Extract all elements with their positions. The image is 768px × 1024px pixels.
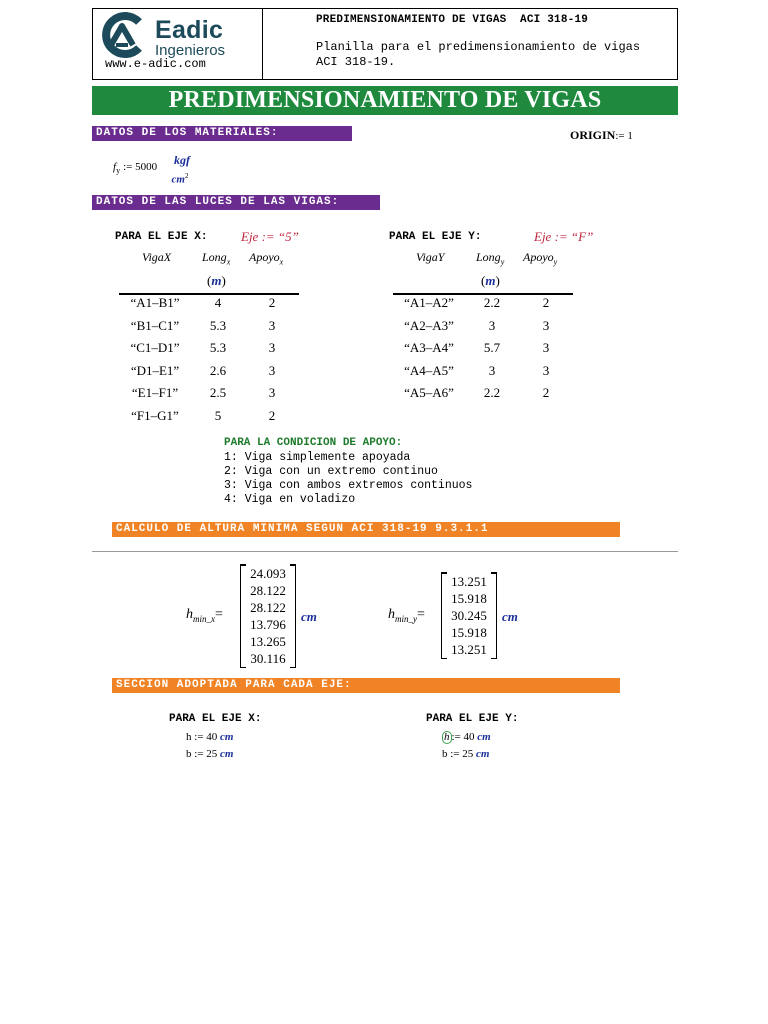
support-condition-list <box>224 451 472 507</box>
table-x-cell: “D1–E1” <box>130 362 180 378</box>
hmin-y-unit: cm <box>502 609 518 624</box>
section-adopted-heading: SECCION ADOPTADA PARA CADA EJE: <box>112 678 620 693</box>
table-x-cell: “A1–B1” <box>130 295 180 311</box>
hmin-x-value: 13.796 <box>250 617 286 632</box>
matrix-bracket-tick <box>491 572 496 574</box>
section-y-b: b := 25 cm <box>442 748 490 760</box>
hmin-x-value: 30.116 <box>250 651 286 666</box>
table-x-cell: “C1–D1” <box>130 340 180 356</box>
hmin-x-value: 28.122 <box>250 583 286 598</box>
section-materials-heading: DATOS DE LOS MATERIALES: <box>92 126 352 141</box>
table-y-cell: “A3–A4” <box>404 340 454 356</box>
table-y-cell: “A2–A3” <box>404 317 454 333</box>
table-y-cell: 2.2 <box>483 385 501 401</box>
table-x-cell: 2 <box>268 407 276 423</box>
table-x-cell: 3 <box>268 340 276 356</box>
hmin-x-label: $h_{min\_x}=$ <box>186 607 223 624</box>
matrix-bracket-tick <box>442 572 447 574</box>
table-x-cell: 3 <box>268 385 276 401</box>
website-link[interactable]: www.e-adic.com <box>105 57 206 71</box>
axis-x-eje-expression: Eje := “5” <box>241 229 299 244</box>
table-y-cell: 2 <box>542 385 550 401</box>
fy-unit-numerator: kgf <box>174 153 190 167</box>
hmin-x-matrix <box>240 564 296 668</box>
hmin-y-value: 15.918 <box>451 591 487 606</box>
table-x-cell: 4 <box>214 295 222 311</box>
fy-symbol: f <box>113 161 117 173</box>
table-y-cell: 3 <box>488 317 496 333</box>
main-banner: PREDIMENSIONAMIENTO DE VIGAS <box>92 86 678 115</box>
table-y-cell: 2 <box>542 295 550 311</box>
eadic-logo-icon <box>99 12 145 58</box>
axis-x-label: PARA EL EJE X: <box>115 231 208 243</box>
document-description: Planilla para el predimensionamiento de vigas ACI 318-19. <box>316 40 641 69</box>
hmin-x-unit: cm <box>301 609 317 624</box>
table-x-cell: 3 <box>268 317 276 333</box>
section-y-h-symbol[interactable]: h <box>444 731 450 743</box>
matrix-bracket-tick <box>442 658 447 660</box>
table-y-cell: 5.7 <box>483 340 501 356</box>
table-y-cell: “A4–A5” <box>404 362 454 378</box>
section-y-label: PARA EL EJE Y: <box>426 713 519 725</box>
table-x-row <box>119 360 299 383</box>
table-y-cell: 3 <box>542 317 550 333</box>
table-x-row <box>119 337 299 360</box>
matrix-bracket-tick <box>491 658 496 660</box>
header-divider <box>262 8 263 80</box>
table-x-row <box>119 292 299 315</box>
table-y-row <box>393 337 573 360</box>
brand-subtitle: Ingenieros <box>155 42 226 59</box>
axis-y-eje-expression: Eje := “F” <box>534 229 594 244</box>
support-condition-item: 3: Viga con ambos extremos continuos <box>224 479 473 492</box>
fy-unit-denominator: $cm^2$ <box>171 172 189 186</box>
section-y-h[interactable]: h := 40 cm <box>444 731 491 743</box>
hmin-y-value: 15.918 <box>451 625 487 640</box>
hmin-x-value: 24.093 <box>250 566 286 581</box>
table-x-cell: 2 <box>268 295 276 311</box>
origin-value: := 1 <box>615 130 633 142</box>
table-x-cell: “B1–C1” <box>130 317 180 333</box>
col-apoyoy: Apoyo$_y$ <box>523 250 558 267</box>
col-vigax: VigaX <box>142 250 172 264</box>
matrix-bracket-tick <box>241 667 246 669</box>
table-x <box>119 292 299 427</box>
section-x-h: h := 40 cm <box>186 731 234 743</box>
matrix-bracket-tick <box>241 564 246 566</box>
fy-subscript: y <box>116 166 121 176</box>
table-y-row <box>393 292 573 315</box>
origin-label: ORIGIN <box>570 128 616 142</box>
table-y-cell: 3 <box>488 362 496 378</box>
col-longx: Long$_x$ <box>202 250 231 267</box>
hmin-y-value: 13.251 <box>451 642 487 657</box>
unit-m-x: (m) <box>207 273 226 288</box>
table-y-row <box>393 315 573 338</box>
brand-name: Eadic <box>155 16 224 44</box>
section-x-label: PARA EL EJE X: <box>169 713 262 725</box>
table-y-cell: 3 <box>542 340 550 356</box>
table-y-row <box>393 360 573 383</box>
table-x-cell: 5.3 <box>209 340 227 356</box>
unit-m-y: (m) <box>481 273 500 288</box>
table-y-cell: 2.2 <box>483 295 501 311</box>
fy-definition <box>113 160 157 178</box>
table-x-cell: 3 <box>268 362 276 378</box>
col-longy: Long$_y$ <box>476 250 505 267</box>
table-y-cell: 3 <box>542 362 550 378</box>
origin-setting <box>570 128 633 143</box>
table-x-cell: 5.3 <box>209 317 227 333</box>
table-y <box>393 292 573 405</box>
hmin-y-value: 13.251 <box>451 574 487 589</box>
section-min-height-heading: CALCULO DE ALTURA MINIMA SEGUN ACI 318-19 9.3.1.1 <box>112 522 620 537</box>
matrix-bracket-tick <box>290 564 295 566</box>
matrix-bracket-tick <box>290 667 295 669</box>
section-x-b: b := 25 cm <box>186 748 234 760</box>
support-condition-item: 4: Viga en voladizo <box>224 493 356 506</box>
col-apoyox: Apoyo$_x$ <box>249 250 284 267</box>
hmin-y-matrix <box>441 572 497 659</box>
col-vigay: VigaY <box>416 250 445 264</box>
support-condition-title: PARA LA CONDICION DE APOYO: <box>224 437 403 449</box>
table-x-cell: 2.5 <box>209 385 227 401</box>
support-condition-item: 2: Viga con un extremo continuo <box>224 465 438 478</box>
hmin-y-label: $h_{min\_y}=$ <box>388 607 425 624</box>
axis-y-label: PARA EL EJE Y: <box>389 231 482 243</box>
hmin-y-value: 30.245 <box>451 608 487 623</box>
table-x-cell: 5 <box>214 407 222 423</box>
table-y-cell: “A5–A6” <box>404 385 454 401</box>
fy-assign: := 5000 <box>123 161 158 173</box>
section-spans-heading: DATOS DE LAS LUCES DE LAS VIGAS: <box>92 195 380 210</box>
table-x-cell: “E1–F1” <box>131 385 179 401</box>
table-x-row <box>119 382 299 405</box>
table-x-cell: 2.6 <box>209 362 227 378</box>
table-x-cell: “F1–G1” <box>131 407 179 423</box>
section-separator <box>92 551 678 552</box>
table-y-row <box>393 382 573 405</box>
document-title: PREDIMENSIONAMIENTO DE VIGAS ACI 318-19 <box>316 14 589 26</box>
table-x-row <box>119 405 299 428</box>
support-condition-item: 1: Viga simplemente apoyada <box>224 451 411 464</box>
table-x-row <box>119 315 299 338</box>
table-y-cell: “A1–A2” <box>404 295 454 311</box>
hmin-x-value: 13.265 <box>250 634 286 649</box>
hmin-x-value: 28.122 <box>250 600 286 615</box>
